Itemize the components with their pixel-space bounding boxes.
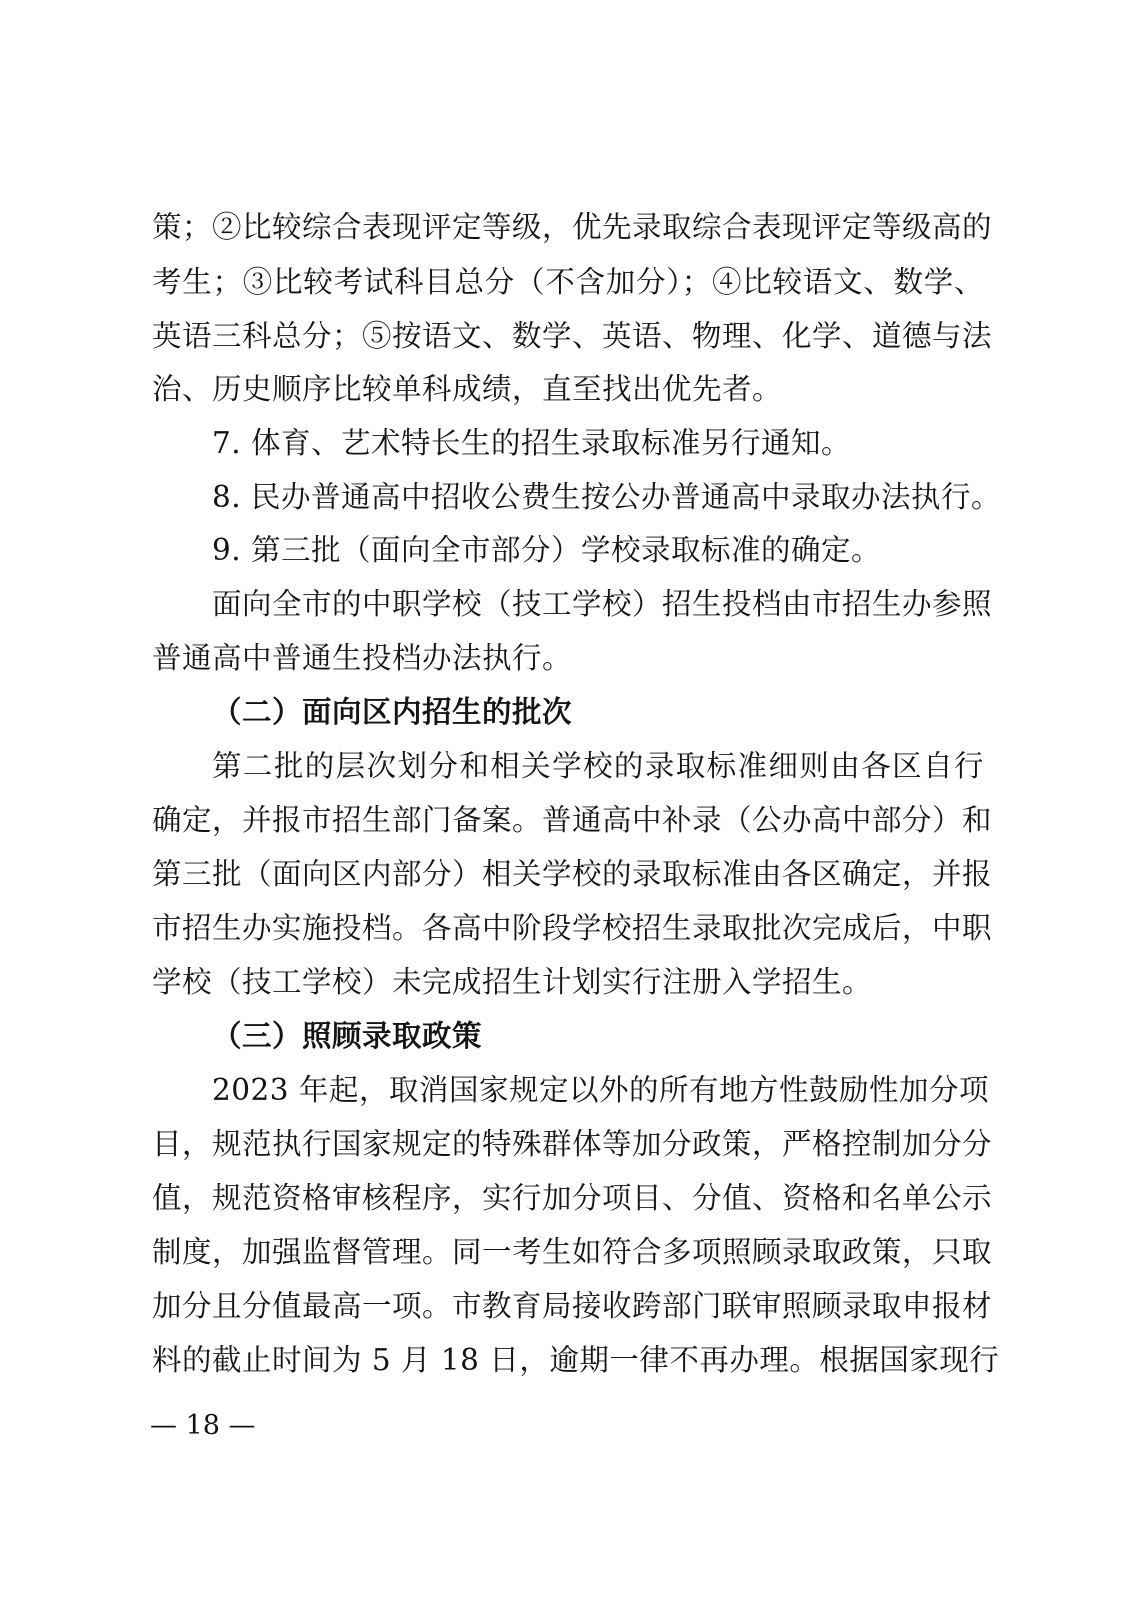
section-heading-2: （二）面向区内招生的批次	[212, 694, 573, 729]
paragraph-line: 治、历史顺序比较单科成绩，直至找出优先者。	[152, 372, 783, 406]
paragraph-line: 目，规范执行国家规定的特殊群体等加分政策，严格控制加分分	[152, 1127, 993, 1161]
paragraph-line: 制度，加强监督管理。同一考生如符合多项照顾录取政策，只取	[152, 1235, 993, 1269]
paragraph-line: 英语三科总分；⑤按语文、数学、英语、物理、化学、道德与法	[152, 319, 993, 353]
paragraph-line: 第三批（面向区内部分）相关学校的录取标准由各区确定，并报	[152, 857, 993, 891]
list-item-9: 9. 第三批（面向全市部分）学校录取标准的确定。	[212, 533, 882, 567]
paragraph-line: 考生；③比较考试科目总分（不含加分）；④比较语文、数学、	[152, 265, 984, 299]
paragraph-line: 料的截止时间为 5 月 18 日，逾期一律不再办理。根据国家现行	[152, 1343, 1000, 1377]
paragraph-line: 值，规范资格审核程序，实行加分项目、分值、资格和名单公示	[152, 1181, 993, 1215]
paragraph-line: 学校（技工学校）未完成招生计划实行注册入学招生。	[152, 965, 873, 999]
paragraph-line: 市招生办实施投档。各高中阶段学校招生录取批次完成后，中职	[152, 911, 993, 945]
paragraph-line: 2023 年起，取消国家规定以外的所有地方性鼓励性加分项	[212, 1073, 989, 1107]
list-item-7: 7. 体育、艺术特长生的招生录取标准另行通知。	[212, 426, 852, 460]
paragraph-line: 加分且分值最高一项。市教育局接收跨部门联审照顾录取申报材	[152, 1289, 993, 1323]
list-item-8: 8. 民办普通高中招收公费生按公办普通高中录取办法执行。	[212, 480, 1002, 514]
page-number: — 18 —	[150, 1410, 256, 1441]
paragraph-line: 普通高中普通生投档办法执行。	[152, 641, 573, 675]
paragraph-line: 面向全市的中职学校（技工学校）招生投档由市招生办参照	[212, 587, 993, 621]
paragraph-line: 第二批的层次划分和相关学校的录取标准细则由各区自行	[212, 749, 984, 783]
paragraph-line: 确定，并报市招生部门备案。普通高中补录（公办高中部分）和	[152, 803, 993, 837]
section-heading-3: （三）照顾录取政策	[212, 1018, 483, 1053]
paragraph-line: 策；②比较综合表现评定等级，优先录取综合表现评定等级高的	[152, 210, 993, 244]
